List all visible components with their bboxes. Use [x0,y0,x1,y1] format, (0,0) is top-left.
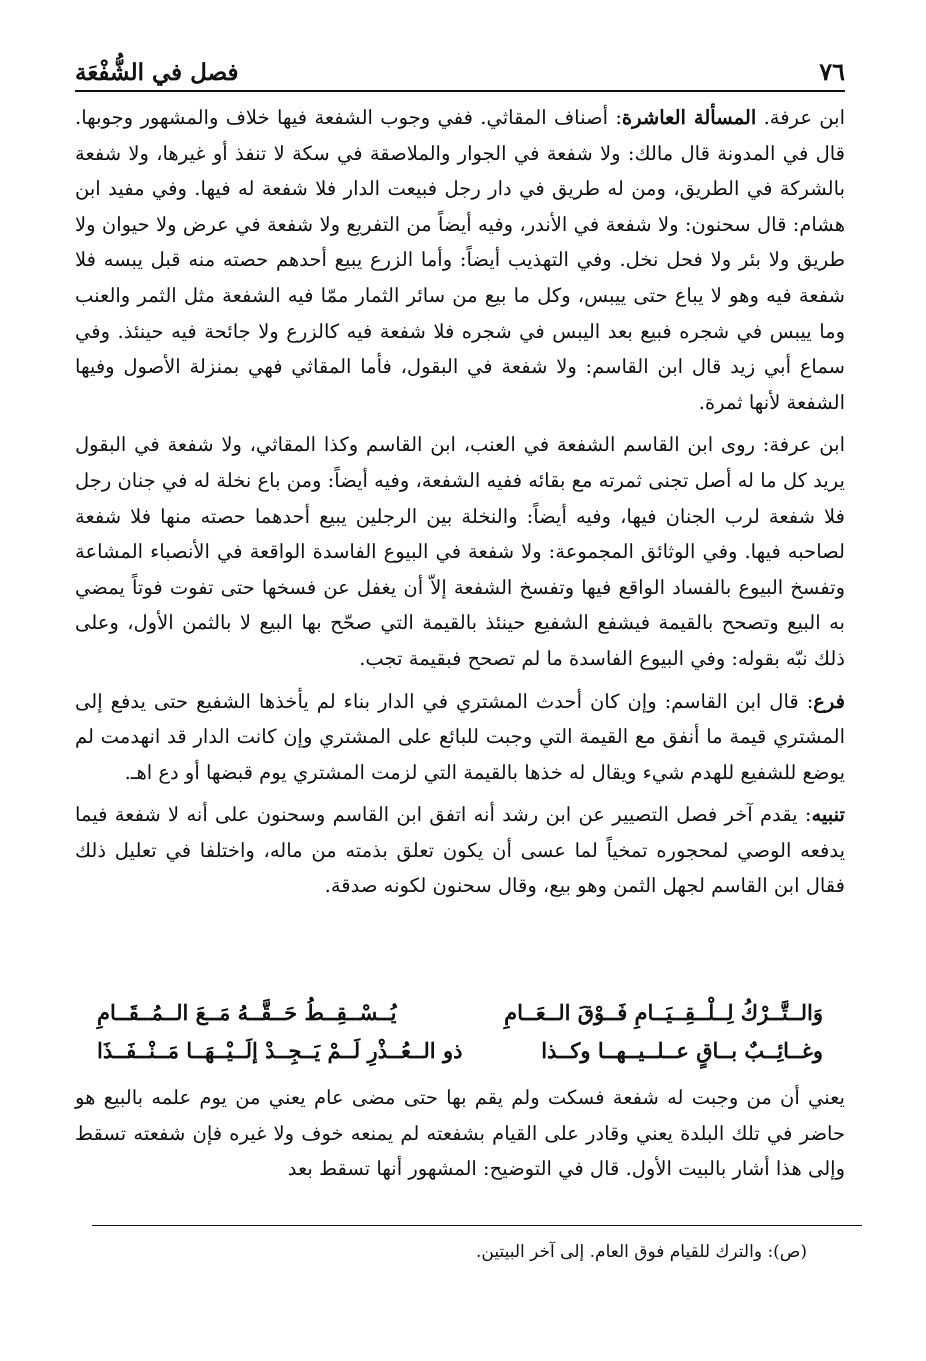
paragraph-ibn-arafa [75,427,845,676]
verse-line [75,994,845,1032]
paragraph-commentary [75,1080,845,1187]
verse-line [75,1032,845,1070]
paragraph-lead: تنبيه [811,803,845,827]
verse-second-hemistich: ذو الــعُــذْرِ لَــمْ يَــجِــدْ إلَــيْــهَــا مَــنْــفَــذَا [97,1038,463,1063]
page-number: ٧٦ [819,57,845,86]
verse-first-hemistich: وَالــتَّــرْكُ لِــلْــقِــيَــامِ فَــوْقَ الــعَــامِ [504,1000,823,1025]
paragraph-lead: فرع [813,689,845,713]
paragraph-text: يعني أن من وجبت له شفعة فسكت ولم يقم بها حتى مضى عام يعني من يوم علمه بالبيع هو حاضر في تلك البلدة يعني وقادر على القيام بشفعته لم يمنعه خوف ولا غيره فإن شفعته تسقط وإلى هذا أشار بالبيت الأول. قال في التوضيح: المشهور أنها تسقط بعد [75,1086,845,1181]
paragraph-intro: ابن عرفة. [756,106,845,129]
paragraph-text: : قال ابن القاسم: وإن كان أحدث المشتري في الدار بناء لم يأخذها الشفيع حتى يدفع إلى المشتري قيمة ما أنفق مع القيمة التي وجبت للبائع على المشتري وإن كانت الدار قد انهدمت لم يوضع للشفيع للهدم شيء ويقال له خذها بالقيمة التي لزمت المشتري يوم قبضها أو دع اهـ. [75,689,845,784]
verse-first-hemistich: وغــائِــبٌ بــاقٍ عــلــيــهــا وكــذا [541,1038,823,1063]
main-text [75,100,845,904]
paragraph-tenth-issue [75,100,845,420]
running-title: فصل في الشُّفْعَة [75,59,239,86]
page-header [75,52,845,86]
footnote: (ص): والترك للقيام فوق العام. إلى آخر البيتين. [475,1242,807,1262]
header-rule [75,90,845,92]
main-text-continued [75,1080,845,1187]
paragraph-note [75,797,845,904]
paragraph-lead: المسألة العاشرة [621,106,757,129]
paragraph-text: : أصناف المقاثي. ففي وجوب الشفعة فيها خلاف والمشهور وجوبها. قال في المدونة قال مالك: ولا شفعة في الجوار والملاصقة في سكة لا تنفذ أو غيرها، ولا شفعة بالشركة في الطريق، ومن له طريق في دار رجل فبيعت الدار فلا شفعة له فيها. وفي مفيد ابن هشام: قال سحنون: ولا شفعة في الأندر، وفيه أيضاً من التفريع ولا شفعة في عرض ولا حيوان ولا طريق ولا بئر ولا فحل نخل. وفي التهذيب أيضاً: وأما الزرع يبيع أحدهم حصته منه قبل يبسه فلا شفعة فيه وهو لا يباع حتى ييبس، وكل ما بيع من سائر الثمار ممّا فيه الشفعة مثل الثمر والعنب وما ييبس في شجره فبيع بعد اليبس في شجره فلا شفعة فيه كالزرع ولا جائحة فيه حينئذ. وفي سماع أبي زيد قال ابن القاسم: ولا شفعة في البقول، فأما المقاثي فهي بمنزلة الأصول وفيها الشفعة لأنها ثمرة. [75,106,845,414]
paragraph-text: ابن عرفة: روى ابن القاسم الشفعة في العنب، ابن القاسم وكذا المقاثي، ولا شفعة في البقول يريد كل ما له أصل تجنى ثمرته مع بقائه ففيه الشفعة، وفيه أيضاً: ومن باع نخلة له في جنان رجل فلا شفعة لرب الجنان فيها، وفيه أيضاً: والنخلة بين الرجلين يبيع أحدهما حصته منها فلا شفعة لصاحبه فيها. وفي الوثائق المجموعة: ولا شفعة في البيوع الفاسدة الواقعة في الأنصباء المشاعة وتفسخ البيوع بالفساد الواقع فيها وتفسخ الشفعة إلاّ أن يغفل عن فسخها حتى تفوت فوتاً يمضي به البيع وتصحح بالقيمة فيشفع الشفيع حينئذ بالقيمة التي صحّح بها البيع لا بالثمن الأول، وعلى ذلك نبّه بقوله: وفي البيوع الفاسدة ما لم تصحح فبقيمة تجب. [75,433,845,670]
poem-verses [75,994,845,1070]
paragraph-branch [75,684,845,791]
verse-second-hemistich: يُــسْــقِــطُ حَــقَّــهُ مَــعَ الــمُــقَــامِ [97,1000,397,1025]
paragraph-text: : يقدم آخر فصل التصيير عن ابن رشد أنه اتفق ابن القاسم وسحنون على أنه لا شفعة فيما يدفعه الوصي لمحجوره تمخياً لما عسى أن يكون تعلق بذمته من ماله، واختلفا في تعليل ذلك فقال ابن القاسم لجهل الثمن وهو بيع، وقال سحنون لكونه صدقة. [75,803,845,898]
footnote-rule [92,1225,862,1226]
